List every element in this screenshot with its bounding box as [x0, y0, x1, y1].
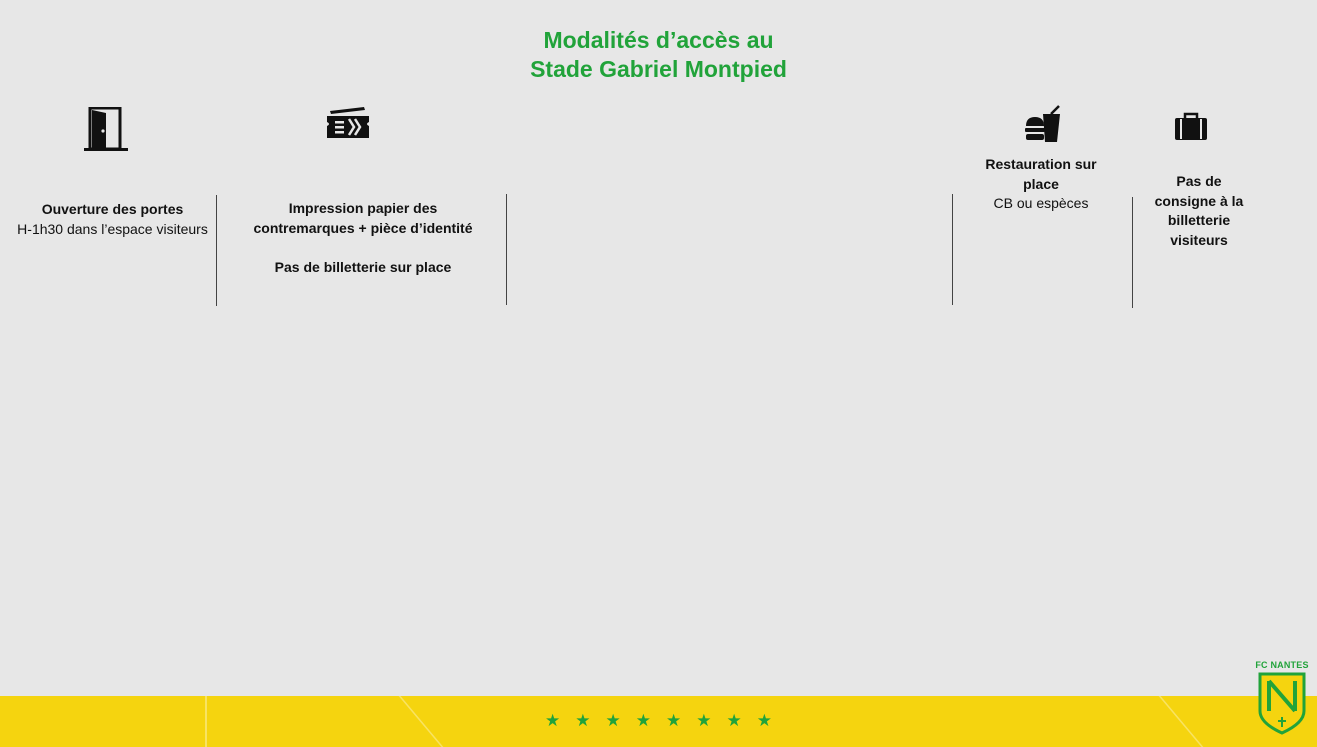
star-icon: ★: [726, 711, 742, 731]
fc-nantes-logo: [1252, 660, 1312, 740]
tickets-line-3: Pas de billetterie sur place: [274, 258, 452, 275]
luggage-line-3: billetterie: [1167, 212, 1231, 228]
tickets-line-1: Impression papier des: [288, 200, 438, 216]
logo-crest-icon: [1252, 671, 1312, 735]
page-title: [0, 26, 1317, 84]
section-tickets: [222, 199, 504, 277]
divider: [952, 194, 953, 305]
section-food: [960, 155, 1122, 214]
door-icon: [84, 107, 128, 153]
luggage-line-2: consigne à la: [1154, 192, 1244, 209]
food-heading-1: Restauration sur: [985, 156, 1097, 172]
food-heading-2: place: [1023, 175, 1059, 192]
footer-stars: [0, 696, 1317, 747]
star-icon: ★: [605, 711, 621, 731]
divider: [216, 195, 217, 306]
title-line-1: Modalités d’accès au: [543, 27, 774, 53]
suitcase-icon: [1174, 112, 1208, 142]
fast-food-icon: [1024, 104, 1062, 144]
star-icon: ★: [575, 711, 591, 731]
spacer: [222, 238, 504, 258]
food-detail: CB ou espèces: [993, 195, 1089, 211]
star-icon: ★: [666, 711, 682, 731]
footer-band: [0, 696, 1317, 747]
ticket-icon: [326, 107, 370, 141]
luggage-line-1: Pas de: [1176, 173, 1222, 189]
luggage-line-4: visiteurs: [1170, 231, 1228, 248]
divider: [506, 194, 507, 305]
divider: [1132, 197, 1133, 308]
title-line-2: Stade Gabriel Montpied: [530, 56, 787, 82]
logo-text: FC NANTES: [1255, 660, 1309, 670]
section-luggage: [1140, 172, 1258, 250]
section-doors: [8, 200, 217, 239]
star-icon: ★: [545, 711, 561, 731]
star-icon: ★: [635, 711, 651, 731]
star-icon: ★: [696, 711, 712, 731]
doors-heading: Ouverture des portes: [41, 201, 184, 217]
doors-detail: H-1h30 dans l’espace visiteurs: [17, 220, 208, 237]
star-icon: ★: [756, 711, 772, 731]
tickets-line-2: contremarques + pièce d’identité: [253, 219, 473, 236]
